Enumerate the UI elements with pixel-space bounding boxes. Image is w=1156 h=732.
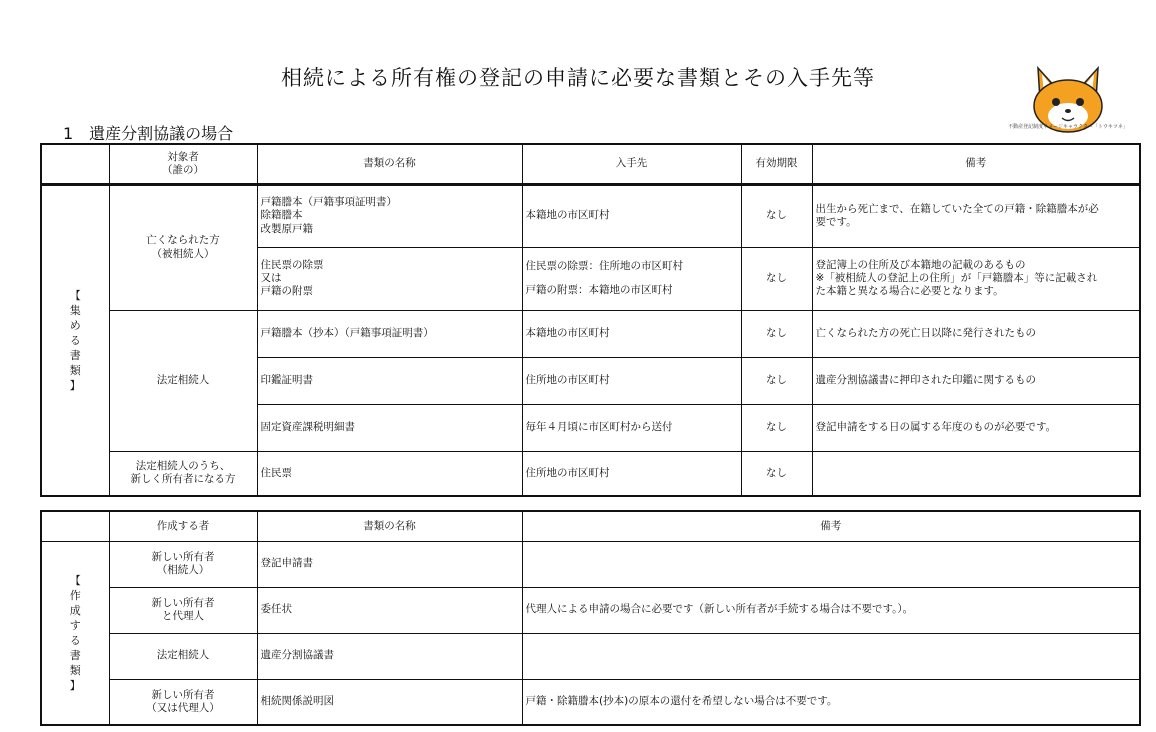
notes: 登記簿上の住所及び本籍地の記載のあるもの ※「被相続人の登記上の住所」が「戸籍謄本」等に記載され た本籍と異なる場合に必要となります。 bbox=[812, 247, 1140, 310]
target-new-owner: 法定相続人のうち、 新しく所有者になる方 bbox=[109, 451, 257, 496]
source: 住所地の市区町村 bbox=[522, 451, 741, 496]
header-creator: 作成する者 bbox=[109, 511, 257, 541]
doc-name: 印鑑証明書 bbox=[257, 357, 522, 404]
doc-name: 委任状 bbox=[257, 587, 522, 633]
notes: 亡くなられた方の死亡日以降に発行されたもの bbox=[812, 310, 1140, 357]
table-row bbox=[41, 184, 1140, 247]
validity: なし bbox=[741, 404, 812, 451]
target-deceased: 亡くなられた方 （被相続人） bbox=[109, 184, 257, 310]
header-source: 入手先 bbox=[522, 144, 741, 184]
header-doc-name: 書類の名称 bbox=[257, 144, 522, 184]
notes bbox=[522, 541, 1140, 587]
creator: 法定相続人 bbox=[109, 633, 257, 679]
header-doc-name: 書類の名称 bbox=[257, 511, 522, 541]
doc-name: 登記申請書 bbox=[257, 541, 522, 587]
doc-name: 相続関係説明図 bbox=[257, 679, 522, 725]
source: 住民票の除票：住所地の市区町村 戸籍の附票：本籍地の市区町村 bbox=[522, 247, 741, 310]
notes: 遺産分割協議書に押印された印鑑に関するもの bbox=[812, 357, 1140, 404]
validity: なし bbox=[741, 247, 812, 310]
notes: 代理人による申請の場合に必要です（新しい所有者が手続する場合は不要です。）。 bbox=[522, 587, 1140, 633]
header-notes: 備考 bbox=[522, 511, 1140, 541]
group-label-create: 【 作 成 す る 書 類 】 bbox=[41, 541, 109, 725]
created-documents-table bbox=[40, 510, 1141, 726]
source: 毎年４月頃に市区町村から送付 bbox=[522, 404, 741, 451]
notes: 登記申請をする日の属する年度のものが必要です。 bbox=[812, 404, 1140, 451]
source: 住所地の市区町村 bbox=[522, 357, 741, 404]
target-legal-heir: 法定相続人 bbox=[109, 310, 257, 451]
creator: 新しい所有者 と代理人 bbox=[109, 587, 257, 633]
required-documents-table bbox=[40, 143, 1141, 497]
creator: 新しい所有者 （又は代理人） bbox=[109, 679, 257, 725]
validity: なし bbox=[741, 357, 812, 404]
doc-name: 戸籍謄本（抄本）（戸籍事項証明書） bbox=[257, 310, 522, 357]
group-label-collect: 【 集 め る 書 類 】 bbox=[41, 184, 109, 496]
creator: 新しい所有者 （相続人） bbox=[109, 541, 257, 587]
page-title: 相続による所有権の登記の申請に必要な書類とその入手先等 bbox=[281, 66, 875, 90]
validity: なし bbox=[741, 184, 812, 247]
notes bbox=[812, 451, 1140, 496]
mascot-caption: 不動産登記制度イメージキャラクター「トウキツネ」 bbox=[1008, 124, 1128, 130]
table-header-row bbox=[41, 511, 1140, 541]
table-row bbox=[41, 541, 1140, 587]
table-header-row bbox=[41, 144, 1140, 184]
validity: なし bbox=[741, 451, 812, 496]
notes: 出生から死亡まで、在籍していた全ての戸籍・除籍謄本が必 要です。 bbox=[812, 184, 1140, 247]
table-row bbox=[41, 679, 1140, 725]
header-target: 対象者 （誰の） bbox=[109, 144, 257, 184]
table-row bbox=[41, 587, 1140, 633]
notes: 戸籍・除籍謄本(抄本)の原本の還付を希望しない場合は不要です。 bbox=[522, 679, 1140, 725]
doc-name: 遺産分割協議書 bbox=[257, 633, 522, 679]
doc-name: 住民票 bbox=[257, 451, 522, 496]
header-notes: 備考 bbox=[812, 144, 1140, 184]
section-title: 1 遺産分割協議の場合 bbox=[63, 124, 234, 143]
header-validity: 有効期限 bbox=[741, 144, 812, 184]
doc-name: 固定資産課税明細書 bbox=[257, 404, 522, 451]
doc-name: 住民票の除票 又は 戸籍の附票 bbox=[257, 247, 522, 310]
fox-mascot-icon bbox=[1018, 56, 1118, 144]
validity: なし bbox=[741, 310, 812, 357]
doc-name: 戸籍謄本（戸籍事項証明書） 除籍謄本 改製原戸籍 bbox=[257, 184, 522, 247]
table-row bbox=[41, 633, 1140, 679]
table-row bbox=[41, 310, 1140, 357]
source: 本籍地の市区町村 bbox=[522, 184, 741, 247]
table-row bbox=[41, 451, 1140, 496]
source: 本籍地の市区町村 bbox=[522, 310, 741, 357]
notes bbox=[522, 633, 1140, 679]
